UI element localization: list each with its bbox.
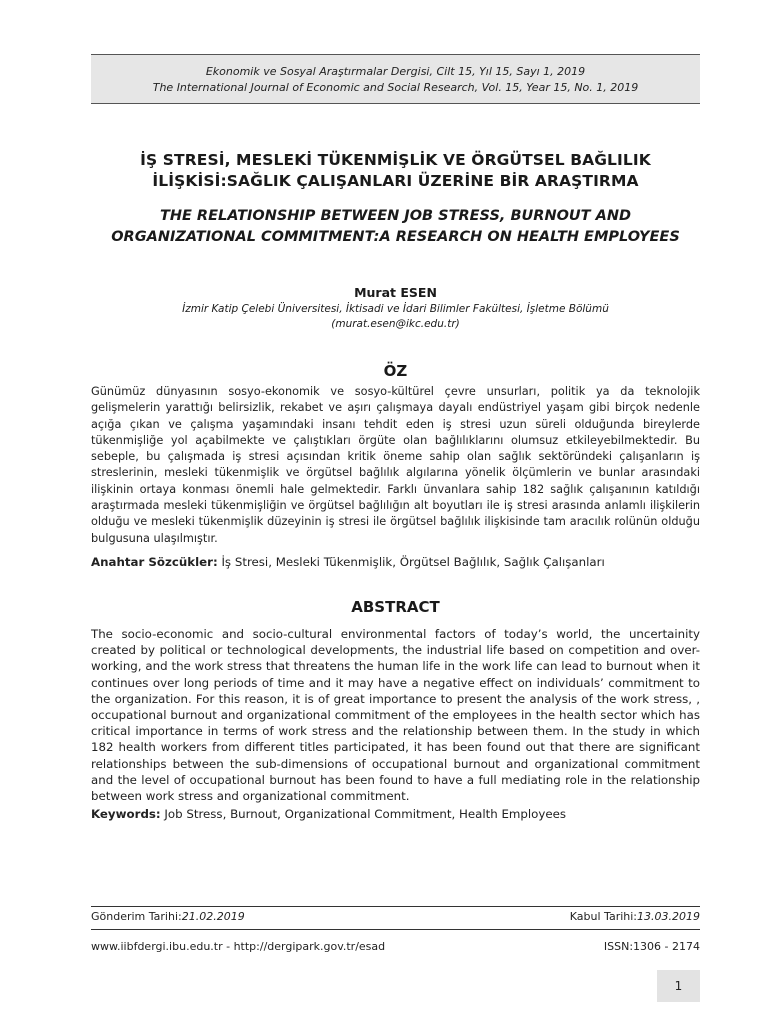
keywords-en-label: Keywords: — [91, 807, 161, 821]
journal-citation-en: The International Journal of Economic and Social Research, Vol. 15, Year 15, No. 1, 2019 — [152, 81, 639, 94]
journal-citation-tr: Ekonomik ve Sosyal Araştırmalar Dergisi, Cilt 15, Yıl 15, Sayı 1, 2019 — [205, 65, 586, 78]
title-en-line-2: ORGANIZATIONAL COMMITMENT:A RESEARCH ON HEALTH EMPLOYEES — [111, 229, 680, 245]
footer-divider-bottom — [91, 929, 700, 930]
acceptance-date — [570, 910, 700, 923]
submission-label: Gönderim Tarihi: — [91, 910, 182, 923]
keywords-tr-list: İş Stresi, Mesleki Tükenmişlik, Örgütsel Bağlılık, Sağlık Çalışanları — [217, 555, 605, 569]
footer-divider-top — [91, 906, 700, 907]
keywords-en-list: Job Stress, Burnout, Organizational Commitment, Health Employees — [160, 807, 567, 821]
page-number: 1 — [657, 970, 700, 1002]
title-en-line-1: THE RELATIONSHIP BETWEEN JOB STRESS, BURNOUT AND — [159, 208, 632, 224]
abstract-heading: ABSTRACT — [351, 598, 440, 616]
keywords-tr-label: Anahtar Sözcükler: — [91, 555, 218, 569]
acceptance-date-value: 13.03.2019 — [637, 910, 700, 923]
journal-website: www.iibfdergi.ibu.edu.tr - http://dergipark.gov.tr/esad — [91, 940, 386, 953]
author-email: (murat.esen@ikc.edu.tr) — [331, 318, 460, 330]
keywords-en — [91, 807, 700, 821]
oz-paragraph: Günümüz dünyasının sosyo-ekonomik ve sosyo-kültürel çevre unsurları, politik ya da teknolojik gelişmelerin yarattığı belirsizlik, rekabet ve aşırı çalışmaya dayalı endüstriyel yaşam gibi birçok nedenle açığa çıkan ve çalışma yaşamındaki insanı tehdit eden iş stresi uzun süreli olduğunda bireylerde tükenmişliğe yol açabilmekte ve çalıştıkları örgüte olan bağlılıklarını olumsuz etkileyebilmektedir. Bu sebeple, bu çalışmada iş stresi açısından kritik öneme sahip olan sağlık sektöründeki çalışanların iş streslerinin, mesleki tükenmişlik ve örgütsel bağlılık algılarına yönelik ölçümlerin ve bunlar arasındaki ilişkinin ortaya konması önemli hale gelmektedir. Farklı ünvanlara sahip 182 sağlık çalışanının katıldığı araştırmada mesleki tükenmişliğin ve örgütsel bağlılığın alt boyutları ile iş stresi arasında anlamlı ilişkilerin olduğu ve mesleki tükenmişlik düzeyinin iş stresi ile örgütsel bağlılık ilişkisinde tam aracılık rolünün olduğu bulgusuna ulaşılmıştır. — [91, 385, 700, 545]
title-turkish — [91, 150, 700, 192]
title-tr-line-1: İŞ STRESİ, MESLEKİ TÜKENMİŞLİK VE ÖRGÜTSEL BAĞLILIK — [140, 151, 651, 169]
oz-heading: ÖZ — [383, 362, 408, 380]
keywords-tr — [91, 555, 700, 569]
submission-date-value: 21.02.2019 — [181, 910, 245, 923]
author-affiliation: İzmir Katip Çelebi Üniversitesi, İktisadi ve İdari Bilimler Fakültesi, İşletme Bölümü — [182, 303, 609, 315]
author-name: Murat ESEN — [354, 285, 437, 300]
abstract-paragraph: The socio-economic and socio-cultural environmental factors of today’s world, the uncertainity created by political or technological developments, the industrial life based on competition and over-working, and the work stress that threatens the human life in the work life can lead to burnout when it continues over long periods of time and it may have a negative effect on individuals’ commitment to the organization. For this reason, it is of great importance to present the analysis of the work stress, , occupational burnout and organizational commitment of the employees in the health sector which has critical importance in terms of work stress and the relationship between them. In the study in which 182 health workers from different titles participated, it has been found out that there are significant relationships between the sub-dimensions of occupational burnout and organizational commitment and the level of occupational burnout has been found to have a full mediating role in the relationship between work stress and organizational commitment. — [91, 627, 700, 804]
acceptance-label: Kabul Tarihi: — [569, 910, 638, 923]
author-affiliation-block — [91, 302, 700, 332]
submission-date — [91, 910, 245, 923]
title-tr-line-2: İLİŞKİSİ:SAĞLIK ÇALIŞANLARI ÜZERİNE BİR ARAŞTIRMA — [152, 172, 639, 190]
title-english — [91, 206, 700, 248]
issn: ISSN:1306 - 2174 — [603, 940, 700, 953]
journal-header-band — [91, 54, 700, 104]
